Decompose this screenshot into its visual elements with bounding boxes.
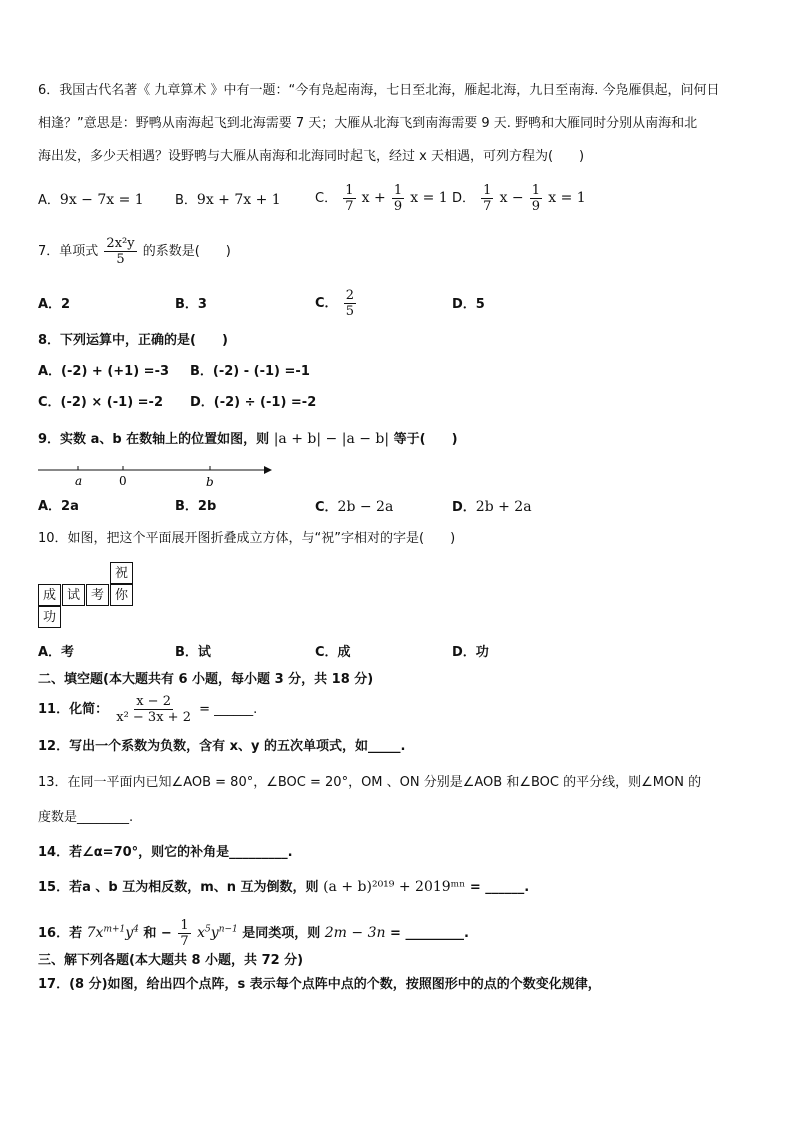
- q6-option-d: D． $\frac{1}{7}$ x − $\frac{1}{9}$ x = 1: [452, 183, 586, 214]
- q9-question: 9．实数 a、b 在数轴上的位置如图，则 |a + b| − |a − b| 等于( ): [38, 431, 458, 447]
- net-cell: 祝: [110, 562, 133, 584]
- q7-option-c: C． $\frac{2}{5}$: [315, 288, 354, 319]
- q14-question: 14．若∠α=70°，则它的补角是_________.: [38, 845, 293, 860]
- q10-option-a: A．考: [38, 645, 75, 660]
- q8-option-b: B．(-2) - (-1) =-1: [190, 364, 310, 379]
- label-zero: 0: [119, 474, 127, 488]
- q16-question: 16．若 $7x^{m+1}y^4$ 和 − $\frac{1}{7}$ $x^5y^{n-1}$ 是同类项，则 2m − 3n = _________.: [38, 918, 469, 949]
- cube-net: [38, 562, 138, 634]
- q6-option-a: A．9x − 7x = 1: [38, 192, 144, 208]
- label-b: b: [206, 475, 214, 489]
- q9-option-b: B．2b: [175, 499, 217, 514]
- q8-option-a: A．(-2) + (+1) =-3: [38, 364, 170, 379]
- q15-question: 15．若a 、b 互为相反数，m、n 互为倒数，则 (a + b)²⁰¹⁹ + 2019ᵐⁿ = ______.: [38, 879, 530, 895]
- net-cell: 成: [38, 584, 61, 606]
- q8-option-d: D．(-2) ÷ (-1) =-2: [190, 395, 317, 410]
- net-cell: 你: [110, 584, 133, 606]
- q10-option-d: D．功: [452, 645, 489, 660]
- q7-question: 7．单项式 $\frac{\text{2x²y}}{5}$ 的系数是( ): [38, 236, 231, 267]
- q11-question: 11．化简： $\frac{x - 2}{\text{x² − 3x + 2}}$ = ______.: [38, 694, 258, 725]
- q7-option-d: D．5: [452, 297, 485, 312]
- q17-question: 17．(8 分)如图，给出四个点阵，s 表示每个点阵中点的个数，按照图形中的点的个数变化规律，: [38, 977, 601, 992]
- q10-question: 10．如图，把这个平面展开图折叠成立方体，与“祝”字相对的字是( ): [38, 531, 456, 546]
- q12-question: 12．写出一个系数为负数，含有 x、y 的五次单项式，如_____.: [38, 739, 406, 754]
- number-line-arrow: [264, 466, 272, 474]
- q9-option-d: D．2b + 2a: [452, 499, 532, 515]
- q13-line1: 13．在同一平面内已知∠AOB = 80°，∠BOC = 20°，OM 、ON 分别是∠AOB 和∠BOC 的平分线，则∠MON 的: [38, 775, 702, 790]
- section-3-heading: 三、解下列各题(本大题共 8 小题，共 72 分): [38, 953, 304, 968]
- q6-option-b: B．9x + 7x + 1: [175, 192, 281, 208]
- q6-line2: 相逢？”意思是：野鸭从南海起飞到北海需要 7 天；大雁从北海飞到南海需要 9 天. 野鸭和大雁同时分别从南海和北: [38, 116, 698, 131]
- q8-option-c: C．(-2) × (-1) =-2: [38, 395, 163, 410]
- q7-option-b: B．3: [175, 297, 207, 312]
- q9-option-a: A．2a: [38, 499, 79, 514]
- net-cell: 功: [38, 606, 61, 628]
- net-cell: 试: [62, 584, 85, 606]
- number-line: [38, 462, 273, 490]
- q6-option-c: C． $\frac{1}{7}$ x + $\frac{1}{9}$ x = 1: [315, 183, 448, 214]
- q10-option-b: B．试: [175, 645, 211, 660]
- q6-line3: 海出发，多少天相遇？设野鸭与大雁从南海和北海同时起飞，经过 x 天相遇，可列方程为( ): [38, 149, 585, 164]
- q13-line2: 度数是________.: [38, 810, 134, 825]
- q7-option-a: A．2: [38, 297, 71, 312]
- section-2-heading: 二、填空题(本大题共有 6 小题，每小题 3 分，共 18 分): [38, 672, 374, 687]
- q6-line1: 6．我国古代名著《 九章算术 》中有一题：“今有凫起南海，七日至北海，雁起北海，九日至南海. 今凫雁俱起，问何日: [38, 83, 720, 98]
- q10-option-c: C．成: [315, 645, 351, 660]
- net-cell: 考: [86, 584, 109, 606]
- q8-question: 8．下列运算中，正确的是( ): [38, 333, 228, 348]
- label-a: a: [75, 474, 83, 488]
- q9-option-c: C．2b − 2a: [315, 499, 394, 515]
